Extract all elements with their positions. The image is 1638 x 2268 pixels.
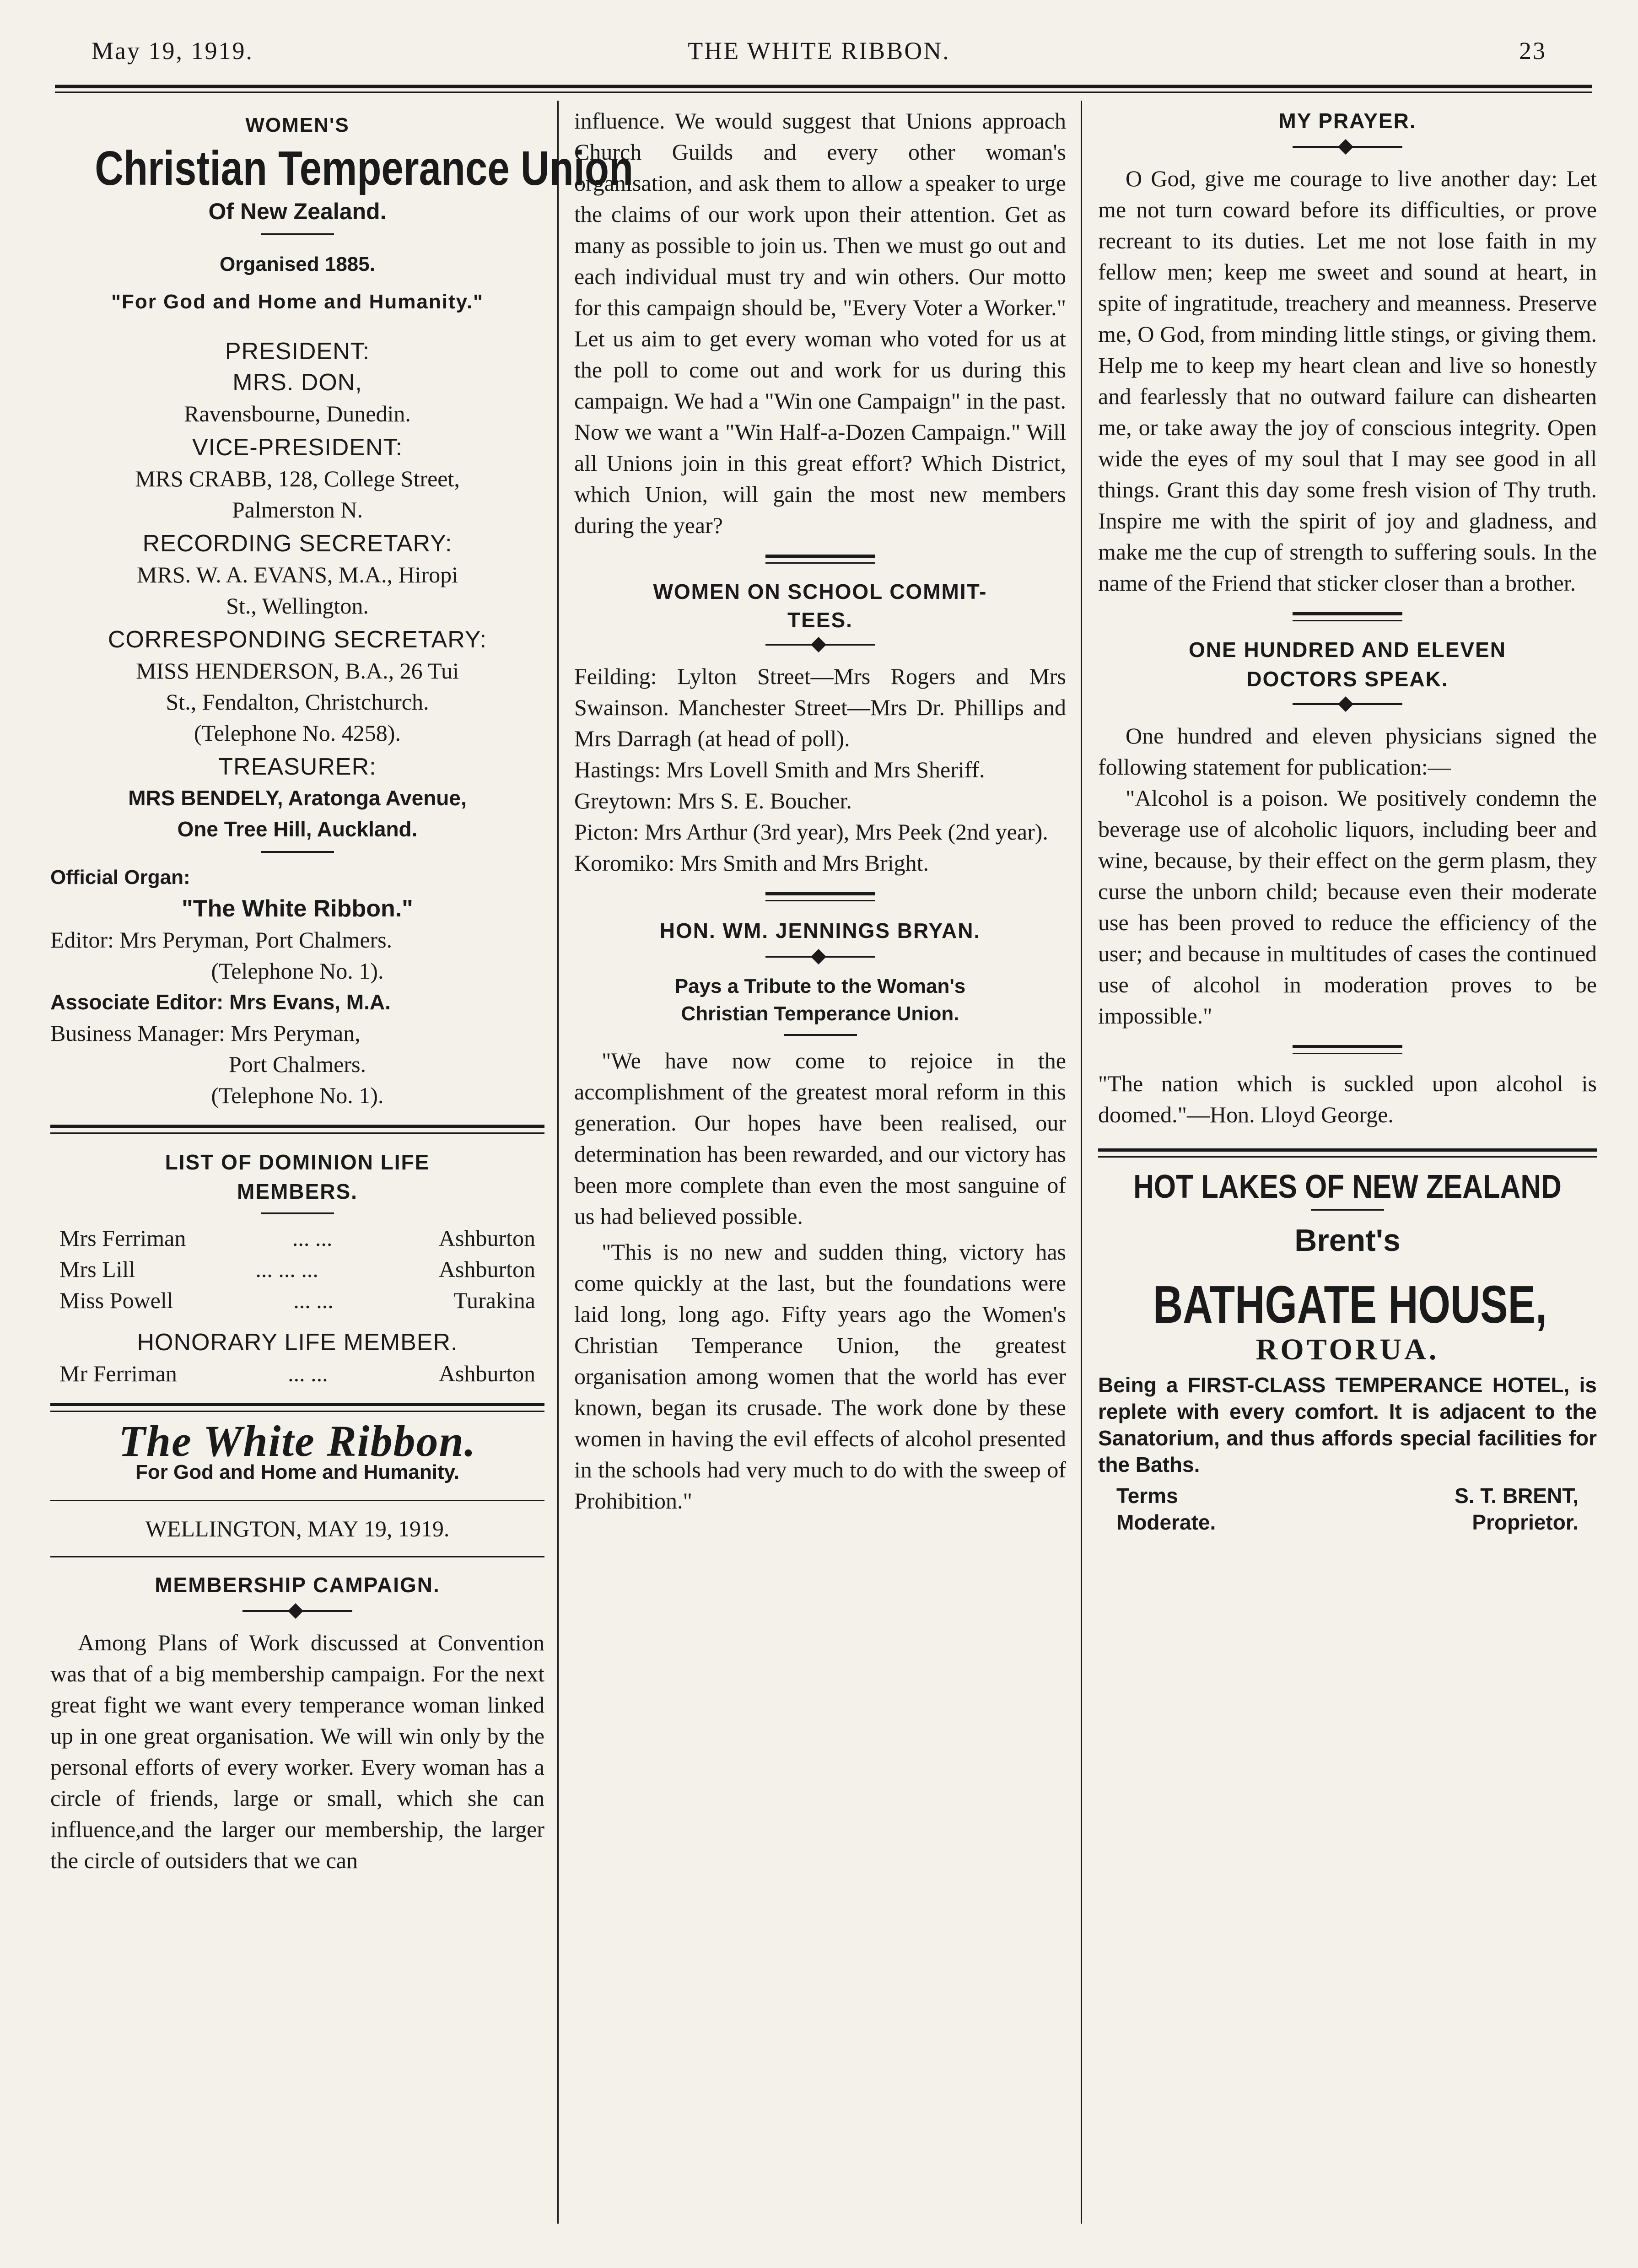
divider xyxy=(784,1034,857,1036)
business-manager-line-2: Port Chalmers. xyxy=(229,1051,366,1077)
bryan-subheading-2: Christian Temperance Union. xyxy=(681,1002,959,1025)
ad-terms: Terms xyxy=(1116,1484,1178,1508)
header-page-number: 23 xyxy=(1519,37,1546,65)
ad-text: Being a FIRST-CLASS TEMPERANCE HOTEL, is replete with every comfort. It is adjacent to the Sanatorium, and thus affords special facilities for the Baths. xyxy=(1098,1373,1597,1476)
member-name: Mrs Lill xyxy=(59,1256,135,1282)
header-rule-thin xyxy=(55,92,1592,93)
membership-campaign-text: Among Plans of Work discussed at Convention was that of a big membership campaign. For the next great fight we want every temperance woman linked up in one great organisation. We will win only by the personal efforts of every worker. Every woman has a circle of friends, large or small, which she can influence,and the larger our membership, the larger the circle of outsiders that we can xyxy=(50,1630,544,1873)
recording-secretary-line-2: St., Wellington. xyxy=(226,593,369,619)
doctors-paragraph-2: "Alcohol is a poison. We positively condemn the beverage use of alcoholic liquors, including beer and wine, because, by their effect on the germ plasm, they curse the unborn child; because even their moderate use has been proved to reduce the efficiency of the user; and because in multitudes of cases the continued use of alcohol in moderation proves to be impossible." xyxy=(1098,785,1597,1029)
divider xyxy=(1311,1209,1384,1211)
school-committee-item: Feilding: Lylton Street—Mrs Rogers and Mrs Swainson. Manchester Street—Mrs Dr. Phillips and Mrs Darragh (at head of poll). xyxy=(574,663,1066,751)
section-divider xyxy=(1293,612,1402,621)
masthead-motto: For God and Home and Humanity. xyxy=(135,1461,460,1483)
president-label: PRESIDENT: xyxy=(225,338,370,365)
business-manager-line-3: (Telephone No. 1). xyxy=(211,1083,384,1108)
bryan-paragraph-2: "This is no new and sudden thing, victory has come quickly at the last, but the foundations were laid long, long ago. Fifty years ago the Women's Christian Temperance Union, the greatest organisation among women that the world has ever known, began its crusade. The work done by these women in having the evil effects of alcohol presented in the schools had very much to do with the sweep of Prohibition." xyxy=(574,1239,1066,1514)
section-divider xyxy=(1293,1045,1402,1054)
section-divider xyxy=(50,1125,544,1134)
ornament-divider xyxy=(765,950,875,964)
president-address: Ravensbourne, Dunedin. xyxy=(184,401,411,426)
column-1 xyxy=(50,105,634,1876)
column-3 xyxy=(1098,105,1597,1535)
ornament-divider xyxy=(1293,697,1402,711)
prayer-heading: MY PRAYER. xyxy=(1278,109,1417,133)
member-dots: ... ... xyxy=(292,1225,333,1251)
ad-owner: S. T. BRENT, xyxy=(1455,1484,1579,1508)
life-members-list xyxy=(50,1223,544,1316)
official-organ-name: "The White Ribbon." xyxy=(182,895,413,922)
bryan-subheading-1: Pays a Tribute to the Woman's xyxy=(674,975,966,997)
ornament-divider xyxy=(1293,140,1402,154)
ad-town: ROTORUA. xyxy=(1255,1333,1439,1366)
column-2 xyxy=(574,105,1066,1516)
column-divider-1 xyxy=(557,101,559,2224)
associate-editor: Associate Editor: Mrs Evans, M.A. xyxy=(50,990,391,1014)
doctors-paragraph-1: One hundred and eleven physicians signed the following statement for publication:— xyxy=(1098,723,1597,780)
corresponding-secretary-label: CORRESPONDING SECRETARY: xyxy=(108,626,487,653)
treasurer-label: TREASURER: xyxy=(218,754,377,780)
treasurer-line-1: MRS BENDELY, Aratonga Avenue, xyxy=(128,786,467,810)
member-name: Mr Ferriman xyxy=(59,1361,177,1386)
ornament-divider xyxy=(765,638,875,652)
business-manager-line-1: Business Manager: Mrs Peryman, xyxy=(50,1020,361,1046)
vice-president-line-2: Palmerston N. xyxy=(232,497,363,523)
org-line-2: Christian Temperance Union xyxy=(95,141,634,195)
ad-brents: Brent's xyxy=(1294,1223,1401,1258)
ad-owner-title: Proprietor. xyxy=(1472,1510,1579,1534)
school-committees-heading-2: TEES. xyxy=(787,608,853,632)
recording-secretary-line-1: MRS. W. A. EVANS, M.A., Hiropi xyxy=(136,562,458,587)
prayer-text: O God, give me courage to live another day: Let me not turn coward before its difficulties, or prove recreant to its duties. Let me not lose faith in my fellow men; keep me sweet and sound at heart, in spite of ingratitude, treachery and meanness. Preserve me, O God, from minding little stings, or giving them. Help me to keep my heart clean and live so honestly and fearlessly that no outward failure can dishearten me, or take away the joy of conscious integrity. Open wide the eyes of my soul that I may see good in all things. Grant this day some fresh vision of Thy truth. Inspire me with the spirit of joy and gladness, and make me the cup of strength to suffering souls. In the name of the Friend that sticker closer than a brother. xyxy=(1098,166,1597,596)
honorary-member-row xyxy=(50,1358,544,1389)
editor-line-1: Editor: Mrs Peryman, Port Chalmers. xyxy=(50,927,393,953)
ad-heading: HOT LAKES OF NEW ZEALAND xyxy=(1133,1169,1562,1205)
official-organ-label: Official Organ: xyxy=(50,866,190,889)
school-committee-item: Greytown: Mrs S. E. Boucher. xyxy=(574,788,852,813)
section-divider xyxy=(765,555,875,564)
divider xyxy=(261,851,334,853)
life-members-heading-2: MEMBERS. xyxy=(237,1180,358,1203)
member-name: Miss Powell xyxy=(59,1288,173,1313)
column-divider-2 xyxy=(1081,101,1082,2224)
corresponding-secretary-line-3: (Telephone No. 4258). xyxy=(194,720,401,746)
vice-president-line-1: MRS CRABB, 128, College Street, xyxy=(135,466,460,491)
honorary-heading: HONORARY LIFE MEMBER. xyxy=(137,1329,458,1356)
membership-campaign-continued: influence. We would suggest that Unions approach Church Guilds and every other woman's organisation, and ask them to allow a speaker to urge the claims of our work upon their attention. Get as many as possible to join us. Then we must go out and each individual must try and win others. Our motto for this campaign should be, "Every Voter a Worker." Let us aim to get every woman who voted for us at the poll to come out and work for us during this campaign. We had a "Win one Campaign" in the past. Now we want a "Win Half-a-Dozen Campaign." Will all Unions join in this great effort? Which District, which Union, will gain the most new members during the year? xyxy=(574,108,1066,538)
school-committee-item: Picton: Mrs Arthur (3rd year), Mrs Peek (2nd year). xyxy=(574,819,1048,845)
org-line-3: Of New Zealand. xyxy=(208,199,387,224)
header-date: May 19, 1919. xyxy=(92,37,253,65)
member-place: Ashburton xyxy=(438,1225,535,1251)
life-member-row xyxy=(50,1223,544,1254)
org-line-1: WOMEN'S xyxy=(245,114,350,136)
divider xyxy=(261,1212,334,1214)
header-rule xyxy=(55,85,1592,88)
recording-secretary-label: RECORDING SECRETARY: xyxy=(142,530,453,557)
membership-campaign-heading: MEMBERSHIP CAMPAIGN. xyxy=(155,1573,440,1597)
editor-line-2: (Telephone No. 1). xyxy=(211,958,384,984)
member-name: Mrs Ferriman xyxy=(59,1225,186,1251)
life-members-heading-1: LIST OF DOMINION LIFE xyxy=(165,1150,430,1174)
school-committee-item: Hastings: Mrs Lovell Smith and Mrs Sheriff. xyxy=(574,757,985,782)
page-header xyxy=(82,27,1556,82)
treasurer-line-2: One Tree Hill, Auckland. xyxy=(177,817,418,841)
header-title: THE WHITE RIBBON. xyxy=(688,37,950,65)
member-place: Turakina xyxy=(453,1288,535,1313)
lloyd-george-quote: "The nation which is suckled upon alcohol is doomed."—Hon. Lloyd George. xyxy=(1098,1071,1597,1127)
corresponding-secretary-line-1: MISS HENDERSON, B.A., 26 Tui xyxy=(136,658,459,684)
masthead: The White Ribbon. xyxy=(119,1417,476,1465)
president-name: MRS. DON, xyxy=(232,369,362,396)
section-divider xyxy=(50,1403,544,1412)
life-member-row xyxy=(50,1285,544,1316)
ad-footer-row-2 xyxy=(1098,1509,1597,1535)
organised: Organised 1885. xyxy=(220,253,375,275)
section-divider xyxy=(765,892,875,901)
ad-hotel-name: BATHGATE HOUSE, xyxy=(1153,1275,1547,1334)
member-dots: ... ... xyxy=(293,1288,334,1313)
school-committees-heading-1: WOMEN ON SCHOOL COMMIT- xyxy=(653,580,987,603)
ad-footer-row-1 xyxy=(1098,1482,1597,1509)
vice-president-label: VICE-PRESIDENT: xyxy=(192,434,403,461)
member-place: Ashburton xyxy=(438,1256,535,1282)
member-place: Ashburton xyxy=(438,1361,535,1386)
advertisement-top-rule xyxy=(1098,1148,1597,1158)
member-dots: ... ... xyxy=(288,1361,328,1386)
member-dots: ... ... ... xyxy=(255,1256,318,1282)
doctors-heading-2: DOCTORS SPEAK. xyxy=(1246,667,1449,691)
corresponding-secretary-line-2: St., Fendalton, Christchurch. xyxy=(166,689,429,715)
dateline: WELLINGTON, MAY 19, 1919. xyxy=(145,1516,450,1541)
bryan-paragraph-1: "We have now come to rejoice in the accomplishment of the greatest moral reform in this generation. Our hopes have been realised, our determination has been rewarded, and our victory has been more complete than even the most sanguine of us had believed possible. xyxy=(574,1048,1066,1229)
divider xyxy=(50,1556,544,1557)
ornament-divider xyxy=(242,1604,352,1618)
ad-terms-moderate: Moderate. xyxy=(1116,1510,1216,1534)
motto: "For God and Home and Humanity." xyxy=(111,291,484,313)
bryan-heading: HON. WM. JENNINGS BRYAN. xyxy=(659,919,981,943)
divider xyxy=(261,233,334,235)
school-committee-item: Koromiko: Mrs Smith and Mrs Bright. xyxy=(574,850,929,876)
life-member-row xyxy=(50,1254,544,1285)
divider xyxy=(50,1500,544,1501)
doctors-heading-1: ONE HUNDRED AND ELEVEN xyxy=(1188,638,1507,662)
